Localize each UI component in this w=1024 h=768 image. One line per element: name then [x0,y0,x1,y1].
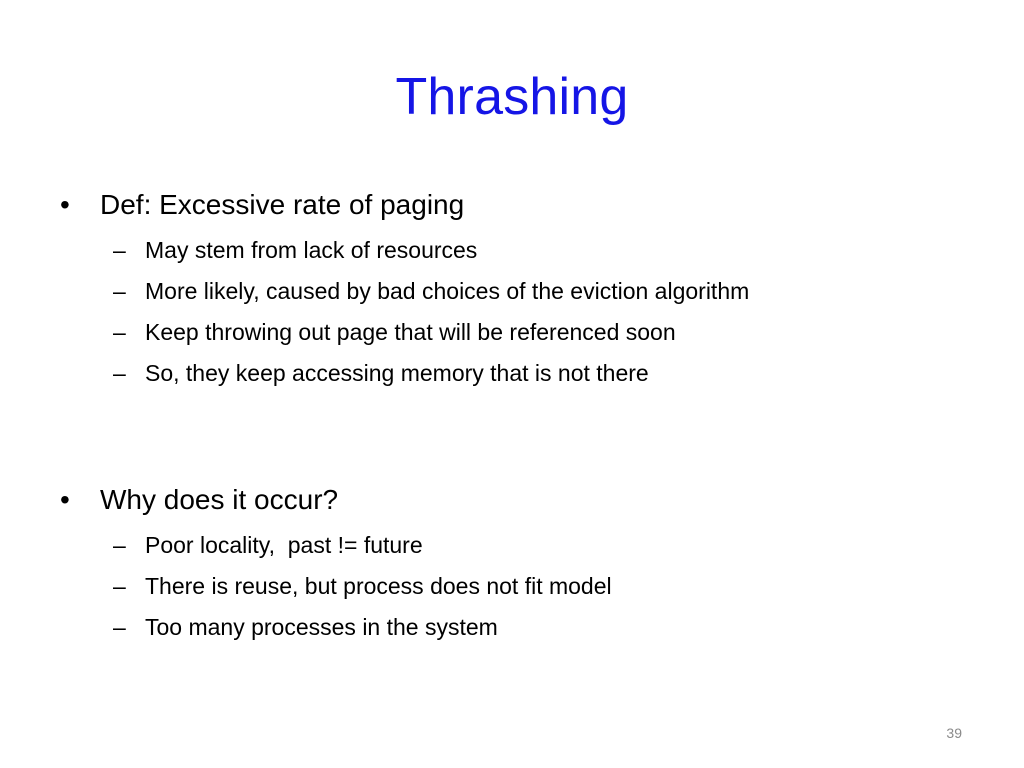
sub-bullet-text: Keep throwing out page that will be referenced soon [145,319,676,345]
slide-number: 39 [946,725,962,741]
sub-bullet-text: May stem from lack of resources [145,237,478,263]
bullet-icon: • [60,484,70,515]
dash-icon: – [113,573,126,599]
bullet-text: Why does it occur? [100,484,339,515]
sub-bullet-text: More likely, caused by bad choices of the eviction algorithm [145,278,750,304]
dash-icon: – [113,319,126,345]
sub-bullet-text: So, they keep accessing memory that is not there [145,360,649,386]
dash-icon: – [113,532,126,558]
dash-icon: – [113,614,126,640]
bullet-icon: • [60,189,70,220]
dash-icon: – [113,237,126,263]
slide-title: Thrashing [395,68,629,126]
sub-bullet-text: Too many processes in the system [145,614,498,640]
dash-icon: – [113,360,126,386]
dash-icon: – [113,278,126,304]
sub-bullet-text: There is reuse, but process does not fit model [145,573,612,599]
bullet-text: Def: Excessive rate of paging [100,189,465,220]
sub-bullet-text: Poor locality, past != future [145,532,423,558]
